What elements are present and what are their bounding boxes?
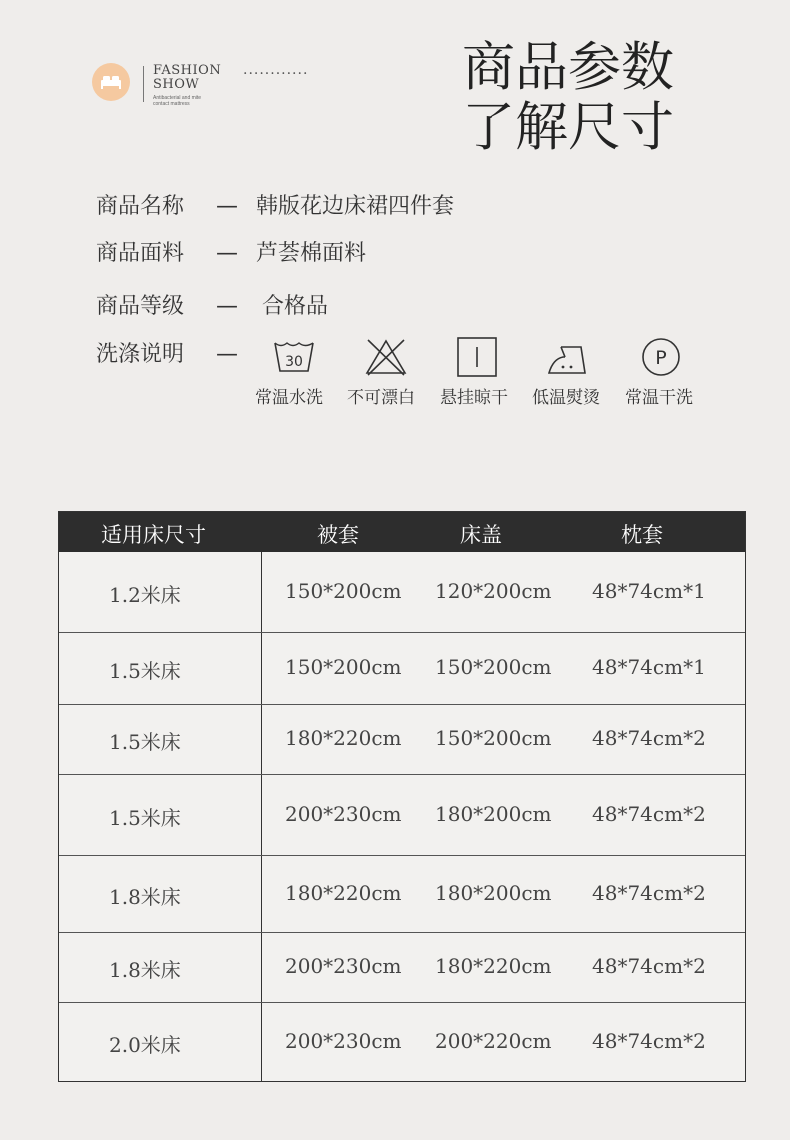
cell-bed-size: 2.0米床: [109, 1033, 181, 1057]
cell-bed-size: 1.5米床: [109, 730, 181, 754]
cell-duvet-cover: 200*230cm: [285, 1029, 402, 1053]
wash-care-label: 不可漂白: [347, 388, 415, 408]
wash-30-icon: [273, 337, 315, 377]
wash-care-label: 常温干洗: [625, 388, 693, 408]
cell-bed-cover: 150*200cm: [435, 726, 552, 750]
low-iron-icon: [547, 337, 589, 377]
row-divider: [59, 632, 745, 633]
wash-temp-text: 30: [285, 354, 303, 370]
cell-pillowcase: 48*74cm*2: [592, 801, 706, 826]
page-title: [462, 38, 674, 158]
grade-value: 合格品: [262, 294, 329, 319]
product-name-row: [96, 189, 454, 220]
cell-pillowcase: 48*74cm*1: [592, 655, 706, 679]
row-divider: [59, 855, 745, 856]
separator: —: [216, 194, 238, 219]
fabric-label: 商品面料: [96, 241, 185, 266]
cell-duvet-cover: 200*230cm: [285, 801, 402, 826]
cell-duvet-cover: 180*220cm: [285, 726, 402, 750]
title-line-1: 商品参数: [462, 37, 674, 98]
wash-care-label: 低温熨烫: [532, 388, 600, 408]
dry-clean-text: P: [655, 347, 667, 369]
cell-bed-cover: 150*200cm: [435, 655, 552, 679]
cell-duvet-cover: 150*200cm: [285, 579, 402, 603]
header-duvet-cover: 被套: [317, 523, 359, 547]
cell-pillowcase: 48*74cm*2: [592, 954, 706, 978]
cell-bed-cover: 180*220cm: [435, 954, 552, 978]
row-divider: [59, 932, 745, 933]
brand-subtitle: Antibacterial and mite contact mattress: [153, 95, 202, 107]
brand-title: FASHION SHOW: [153, 63, 222, 92]
wash-care-label: 悬挂晾干: [440, 388, 508, 408]
fabric-value: 芦荟棉面料: [256, 241, 367, 266]
dry-clean-p-icon: [640, 337, 682, 377]
separator: —: [216, 342, 238, 367]
grade-row: [96, 289, 328, 320]
table-header: [59, 512, 745, 552]
wash-row: [96, 337, 256, 368]
grade-label: 商品等级: [96, 294, 185, 319]
cell-bed-size: 1.5米床: [109, 659, 181, 683]
row-divider: [59, 704, 745, 705]
row-divider: [59, 774, 745, 775]
cell-pillowcase: 48*74cm*2: [592, 726, 706, 750]
cell-bed-size: 1.5米床: [109, 805, 181, 830]
logo-divider: [143, 66, 144, 102]
hang-dry-icon: [456, 337, 498, 377]
cell-bed-cover: 200*220cm: [435, 1029, 552, 1053]
separator: —: [216, 294, 238, 319]
cell-bed-size: 1.8米床: [109, 884, 181, 909]
header-bed-cover: 床盖: [460, 523, 502, 547]
cell-bed-size: 1.2米床: [109, 583, 181, 607]
cell-bed-cover: 180*200cm: [435, 880, 552, 905]
separator: —: [216, 241, 238, 266]
cell-bed-cover: 120*200cm: [435, 579, 552, 603]
size-table: [58, 511, 746, 1082]
cell-bed-size: 1.8米床: [109, 958, 181, 982]
cell-duvet-cover: 200*230cm: [285, 954, 402, 978]
row-divider: [59, 1002, 745, 1003]
wash-care-label: 常温水洗: [255, 388, 323, 408]
title-line-2: 了解尺寸: [462, 97, 674, 158]
product-name-label: 商品名称: [96, 194, 185, 219]
product-name-value: 韩版花边床裙四件套: [256, 194, 455, 219]
cell-duvet-cover: 180*220cm: [285, 880, 402, 905]
wash-label: 洗涤说明: [96, 342, 185, 367]
dotted-line: ............: [243, 62, 309, 78]
cell-duvet-cover: 150*200cm: [285, 655, 402, 679]
cell-pillowcase: 48*74cm*1: [592, 579, 706, 603]
brand-logo: [92, 63, 130, 101]
cell-pillowcase: 48*74cm*2: [592, 1029, 706, 1053]
cell-pillowcase: 48*74cm*2: [592, 880, 706, 905]
header-bed-size: 适用床尺寸: [101, 523, 206, 547]
header-pillowcase: 枕套: [621, 523, 663, 547]
bed-icon: [99, 74, 123, 90]
cell-bed-cover: 180*200cm: [435, 801, 552, 826]
fabric-row: [96, 236, 366, 267]
no-bleach-icon: [365, 337, 407, 377]
